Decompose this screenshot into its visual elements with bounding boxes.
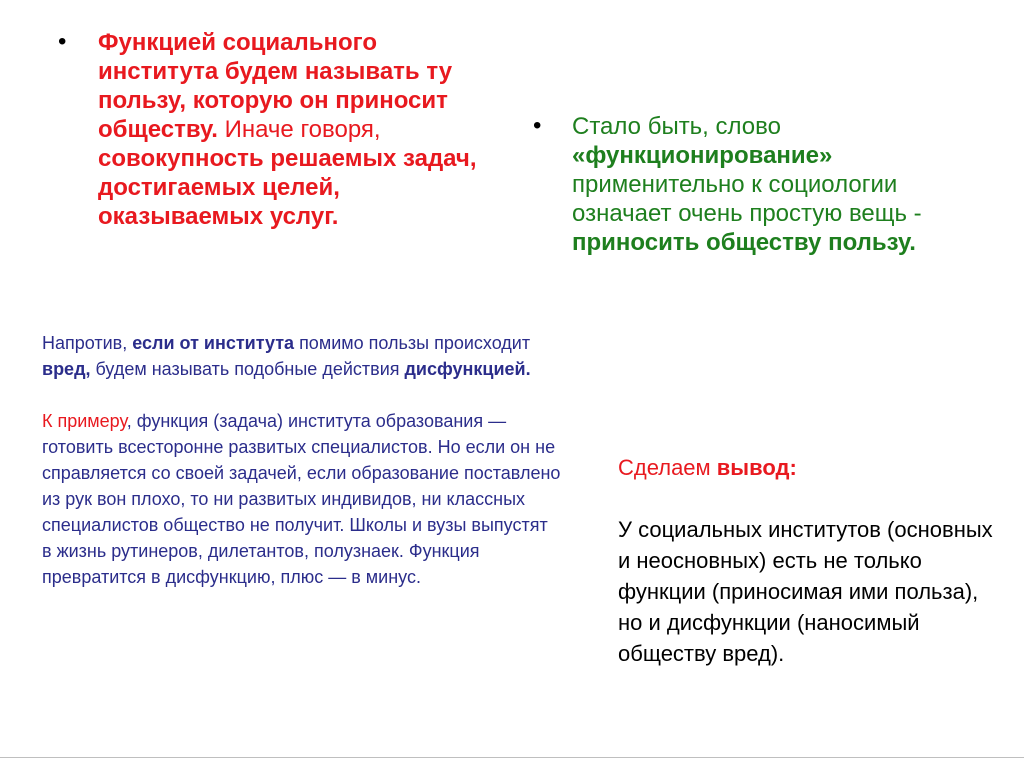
on-contrary-text: Напротив, — [42, 333, 133, 353]
harm-text: вред, — [42, 359, 91, 379]
we-call-such-text: будем называть подобные действия — [90, 359, 405, 379]
bullet-dot-top-right: • — [533, 112, 542, 139]
besides-benefit-text: помимо пользы происходит — [294, 333, 531, 353]
conclusion-block — [618, 452, 998, 669]
functioning-meaning-block — [572, 112, 1002, 257]
definition-function-text: Функцией социального института будем называть ту пользу, которую он приносит обществу. — [98, 29, 453, 143]
in-other-words-text: Иначе говоря, — [217, 116, 381, 143]
so-the-word-text: Стало быть, слово — [572, 113, 781, 140]
conclusion-body: У социальных институтов (основных и неосновных) есть не только функции (приносимая ими польза), но и дисфункции (наносимый обществу вред). — [618, 517, 993, 666]
benefit-society-text: приносить обществу пользу. — [572, 229, 916, 256]
conclusion-heading — [618, 452, 998, 483]
definition-function-block — [98, 28, 498, 231]
functioning-term-text: «функционирование» — [572, 142, 833, 169]
dysfunction-term-text: дисфункцией. — [404, 359, 531, 379]
if-from-institution-text: если от института — [132, 333, 295, 353]
conclusion-term-text: вывод: — [716, 455, 797, 480]
dysfunction-definition-paragraph — [42, 330, 562, 382]
lets-make-text: Сделаем — [618, 455, 717, 480]
example-paragraph — [42, 408, 562, 590]
dysfunction-explanation-block — [42, 330, 562, 590]
paragraph-gap — [618, 483, 998, 514]
bullet-dot-top-left: • — [58, 28, 67, 55]
education-example-text: , функция (задача) института образования — готовить всесторонне развитых специалистов. Но если он не справляется со своей задачей, если образование поставлено из рук вон плохо, то ни развитых индивидов, ни классных специалистов общество не получит. Школы и вузы выпустят в жизнь рутинеров, дилетантов, полузнаек. Функция превратится в дисфункцию, плюс — в минус. — [42, 411, 561, 587]
sociology-meaning-text: применительно к социологии означает очень простую вещь - — [572, 171, 922, 227]
set-of-tasks-text: совокупность решаемых задач, достигаемых целей, оказываемых услуг. — [98, 145, 477, 230]
for-example-text: К примеру — [42, 411, 127, 431]
slide-bottom-border — [0, 757, 1024, 758]
paragraph-gap — [42, 382, 562, 408]
